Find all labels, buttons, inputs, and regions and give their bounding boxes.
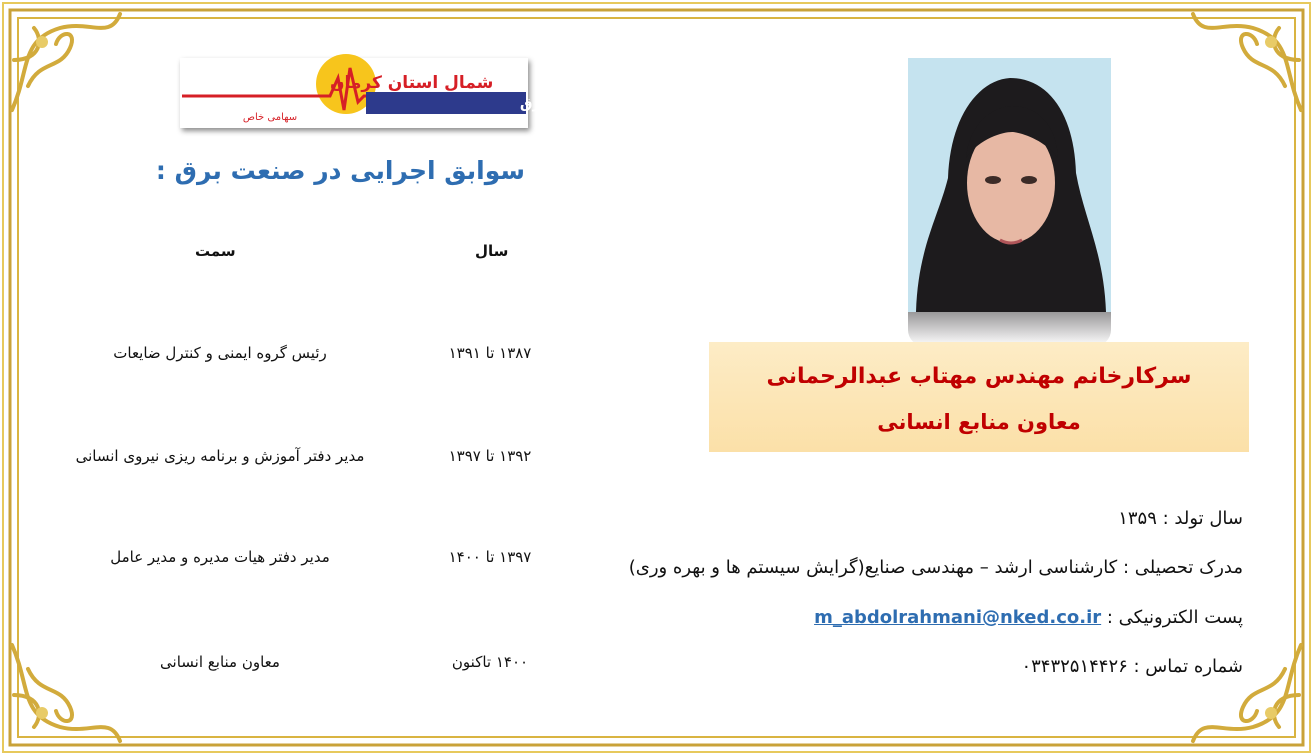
svg-text:سهامی خاص: سهامی خاص bbox=[242, 112, 298, 123]
career-row-4-years: ۱۴۰۰ تاکنون bbox=[451, 653, 529, 671]
education-degree: مدرک تحصیلی : کارشناسی ارشد – مهندسی صنایع(گرایش سیستم ها و بهره وری) bbox=[628, 557, 1243, 578]
column-header-position: سمت bbox=[195, 242, 236, 260]
person-role: معاون منابع انسانی bbox=[877, 410, 1081, 434]
column-header-year: سال bbox=[475, 242, 509, 260]
career-row-2-years: ۱۳۹۲ تا ۱۳۹۷ bbox=[448, 447, 532, 465]
name-banner bbox=[709, 342, 1249, 452]
email-label: پست الکترونیکی : bbox=[1101, 607, 1243, 628]
svg-text:شمال استان کرمان: شمال استان کرمان bbox=[330, 73, 494, 93]
svg-text:شرکت توزیع نیروی برق: شرکت توزیع نیروی برق bbox=[520, 96, 685, 112]
career-row-3-position: مدیر دفتر هیات مدیره و مدیر عامل bbox=[110, 548, 330, 566]
career-row-2-position: مدیر دفتر آموزش و برنامه ریزی نیروی انسانی bbox=[75, 447, 365, 465]
career-title: سوابق اجرایی در صنعت برق : bbox=[155, 156, 525, 185]
birth-year: سال تولد : ۱۳۵۹ bbox=[1118, 508, 1243, 529]
portrait-reflection bbox=[908, 312, 1111, 346]
email-link[interactable]: m_abdolrahmani@nked.co.ir bbox=[814, 607, 1102, 628]
career-row-3-years: ۱۳۹۷ تا ۱۴۰۰ bbox=[448, 548, 532, 566]
phone-number: شماره تماس : ۰۳۴۳۲۵۱۴۴۲۶ bbox=[1021, 656, 1243, 677]
career-row-1-position: رئیس گروه ایمنی و کنترل ضایعات bbox=[113, 344, 327, 362]
person-name: سرکارخانم مهندس مهتاب عبدالرحمانی bbox=[766, 364, 1192, 389]
career-row-1-years: ۱۳۸۷ تا ۱۳۹۱ bbox=[448, 344, 532, 362]
company-logo bbox=[180, 58, 685, 128]
email-row bbox=[814, 607, 1243, 628]
portrait-photo bbox=[908, 58, 1111, 312]
career-row-4-position: معاون منابع انسانی bbox=[160, 653, 280, 671]
